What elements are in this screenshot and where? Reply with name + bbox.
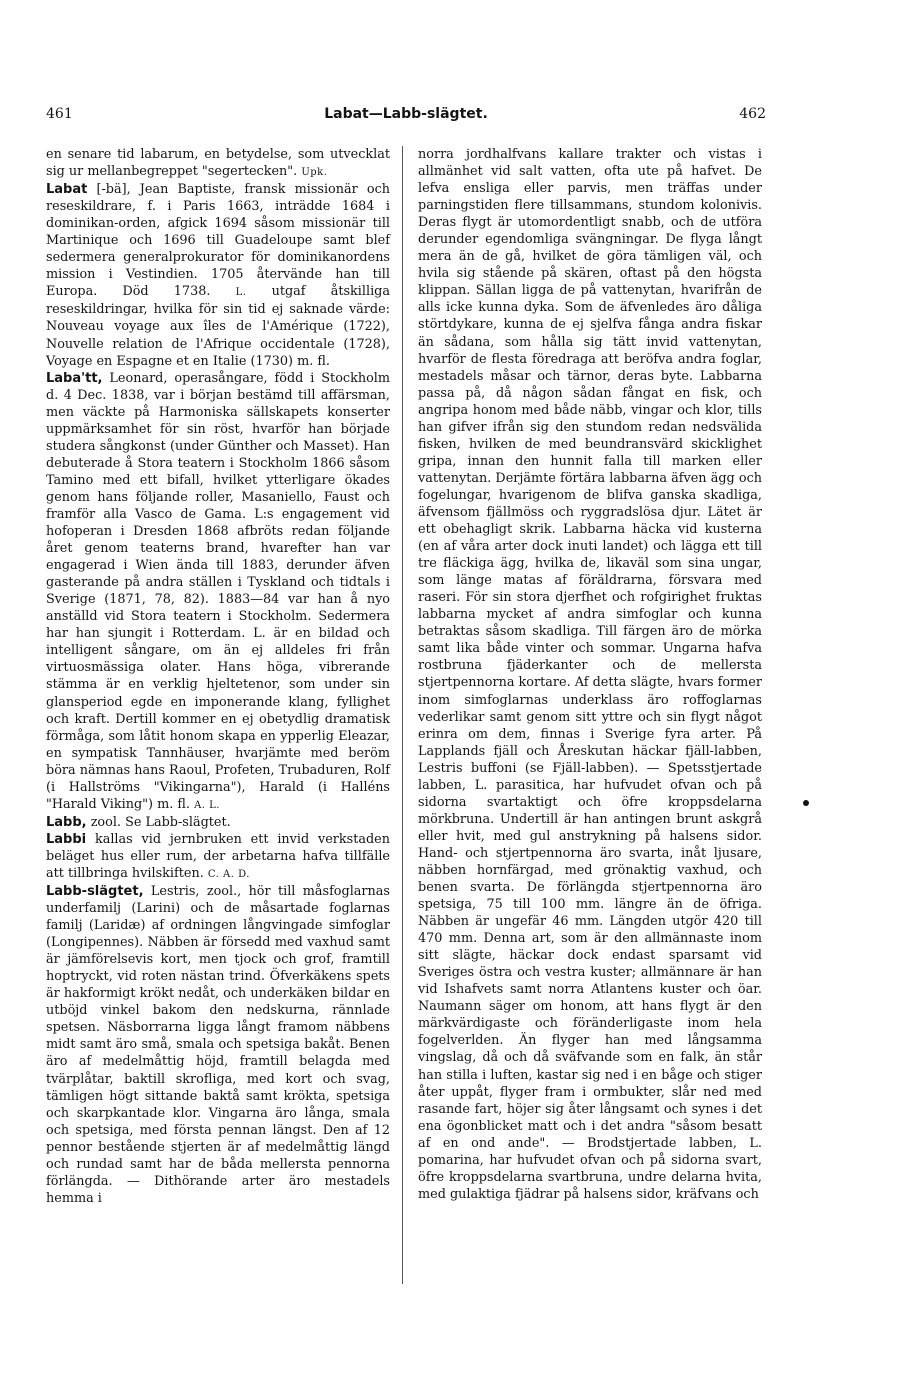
headword: Labbi: [46, 831, 87, 847]
entry-labb-slagtet: Labb-slägtet, Lestris, zool., hör till måsfoglarnas underfamilj (Larini) och de måsartade foglarnas familj (Laridæ) af ordningen långvingade simfoglar (Longipennes). Näbben är försedd med vaxhud samt är jämförelsevis kort, men tjock och grof, framtill hoptryckt, vid roten nästan trind. Öfverkäkens spets är hakformigt krökt nedåt, och underkäken bildar en utböjd vinkel bakom den nedskurna, rännlade spetsen. Näsborrarna ligga långt framom näbbens midt samt äro små, smala och spetsiga bakåt. Benen äro af medelmåttig höjd, framtill belagda med tvärplåtar, baktill skrofliga, med kort och svag, tämligen högt sittande baktå samt krökta, spetsiga och skarpkantade klor. Vingarna äro långa, smala och spetsiga, med första pennan längst. Den af 12 pennor bestående stjerten är af medelmåttig längd och rundad samt har de båda mellersta pennorna förlängda. — Dithörande arter äro mestadels hemma i: [46, 884, 390, 1206]
left-column: [46, 146, 390, 1207]
continued-entry: en senare tid labarum, en betydelse, som utvecklat sig ur mellanbegreppet "segertecken". Upk.: [46, 147, 390, 180]
page-header: [46, 106, 766, 128]
entry-labb: Labb, zool. Se Labb-slägtet.: [46, 814, 231, 830]
headword: Labb-slägtet,: [46, 884, 144, 900]
headword: Laba'tt,: [46, 370, 103, 386]
page-number-left: 461: [46, 106, 73, 122]
running-title: Labat—Labb-slägtet.: [324, 106, 488, 122]
headword: Labb,: [46, 814, 87, 830]
entry-labb-slagtet-continued: norra jordhalfvans kallare trakter och vistas i allmänhet vid salt vatten, ofta ute på hafvet. De lefva ensliga eller parvis, men träffas under parningstiden flere tillsammans, stundom kolonivis. Deras flygt är utomordentligt snabb, och de utföra derunder egendomliga svängningar. De flyga långt mera än de gå, hvilket de göra tämligen väl, och hvila sig stående på skären, oftast på den högsta klippan. Sällan ligga de på vattenytan, hvarifrån de alls icke kunna dyka. Som de äfvenledes äro dåliga störtdykare, kunna de ej sjelfva fånga andra fiskar än sådana, som hålla sig tätt invid vattenytan, hvarför de flesta föredraga att beröfva andra foglar, mestadels måsar och tärnor, deras byte. Labbarna passa på, då någon sådan fångat en fisk, och angripa honom med både näbb, vingar och klor, tills han gifver ifrån sig den stundom redan nedsvälida fisken, hvilken de med beundransvärd skicklighet gripa, innan den hunnit falla till marken eller vattenytan. Derjämte förtära labbarna äfven ägg och fogelungar, hvarigenom de blifva ganska skadliga, äfvensom fjällmöss och ryggradslösa djur. Lätet är ett obehagligt skrik. Labbarna häcka vid kusterna (en af våra arter dock inuti landet) och lägga ett till tre fläckiga ägg, hvilka de, likaväl som sina ungar, som länge matas af föräldrarna, försvara med raseri. För sin stora djerfhet och rofgirighet fruktas labbarna mycket af andra simfoglar och kunna betraktas såsom skadliga. Till färgen äro de mörka samt lika både vinter och sommar. Ungarna hafva rostbruna fjäderkanter och de mellersta stjertpennorna kortare. Af detta slägte, hvars former inom simfoglarnas underklass äro roffoglarnas vederlikar samt genom sitt yttre och sin flygt något erinra om dem, finnas i Sverige fyra arter. På Lapplands fjäll och Åreskutan häckar fjäll-labben, Lestris buffoni (se Fjäll-labben). — Spetsstjertade labben, L. parasitica, har hufvudet ofvan och på sidorna svartaktigt och öfre kroppsdelarna mörkbruna. Undertill är han antingen brunt askgrå eller hvit, med gul anstrykning på halsens sidor. Hand- och stjertpennorna äro svarta, inåt ljusare, näbben hornfärgad, med grönaktig vaxhud, och benen svarta. De förlängda stjertpennorna äro spetsiga, 75 till 100 mm. längre än de öfriga. Näbben är ungefär 46 mm. Längden utgör 420 till 470 mm. Denna art, som är den allmännaste inom sitt slägte, häckar dock endast sparsamt vid Sveriges östra och vestra kuster; allmännare är han vid Ishafvets samt norra Atlantens kuster och öar. Naumann säger om honom, att hans flygt är den märkvärdigaste och föränderligaste inom hela fogelverlden. Än flyger han med långsamma vingslag, då och då sväfvande som en falk, än står han stilla i luften, kastar sig ned i en båge och stiger åter uppåt, flyger fram i ormbukter, slår ned med rasande fart, höjer sig åter långsamt och synes i det ena ögonblicket matt och i det andra "såsom besatt af en ond ande". — Brodstjertade labben, L. pomarina, har hufvudet ofvan och på sidorna svart, öfre kroppsdelarna svartbruna, undre delarna hvita, med gulaktiga fjädrar på halsens sidor, kräfvans och: [418, 147, 762, 1202]
signature: Upk.: [301, 167, 328, 179]
entry-labat: Labat [-bä], Jean Baptiste, fransk missionär och reseskildrare, f. i Paris 1663, inträdde 1684 i dominikan-orden, afgick 1694 såsom missionär till Martinique och 1696 till Guadeloupe samt blef sedermera generalprokurator för dominikanordens mission i Vestindien. 1705 återvände han till Europa. Död 1738. L. utgaf åtskilliga reseskildringar, hvilka för sin tid ej saknade värde: Nouveau voyage aux îles de l'Amérique (1722), Nouvelle relation de l'Afrique occidentale (1728), Voyage en Espagne et en Italie (1730) m. fl.: [46, 182, 390, 369]
signature: A. L.: [194, 799, 220, 811]
page-number-right: 462: [739, 106, 766, 122]
signature: C. A. D.: [207, 868, 250, 880]
signature: L.: [235, 287, 247, 299]
right-column: [418, 146, 762, 1203]
entry-labbi: Labbi kallas vid jernbruken ett invid verkstaden beläget hus eller rum, der arbetarna hafva tillfälle att tillbringa hvilskiften. C. A. D.: [46, 831, 390, 881]
entry-labatt: Laba'tt, Leonard, operasångare, född i Stockholm d. 4 Dec. 1838, var i början bestämd till affärsman, men väckte på Harmoniska sällskapets konserter uppmärksamhet för sin röst, hvarför han började studera sångkonst (under Günther och Masset). Han debuterade å Stora teatern i Stockholm 1866 såsom Tamino med ett bifall, hvilket ytterligare ökades genom hans följande roller, Masaniello, Faust och framför alla Vasco de Gama. L:s engagement vid hofoperan i Dresden 1868 afbröts redan följande året genom teaterns brand, hvarefter han var engagerad i Wien ända till 1883, derunder äfven gasterande på andra ställen i Tyskland och tidtals i Sverige (1871, 78, 82). 1883—84 var han å nyo anställd vid Stora teatern i Stockholm. Sedermera har han sjungit i Rotterdam. L. är en bildad och intelligent sångare, om än ej alldeles fri från virtuosmässiga olater. Hans höga, vibrerande stämma är en verklig hjeltetenor, som under sin glansperiod egde en imponerande klang, fyllighet och kraft. Dertill kommer en ej obetydlig dramatisk förmåga, som låtit honom skapa en ypperlig Eleazar, en sympatisk Tannhäuser, hvarjämte med beröm böra nämnas hans Raoul, Profeten, Trubaduren, Rolf (i Hallströms "Vikingarna"), Harald (i Halléns "Harald Viking") m. fl. A. L.: [46, 370, 391, 812]
margin-mark: [803, 800, 809, 806]
headword: Labat: [46, 182, 88, 198]
column-divider: [402, 146, 403, 1284]
